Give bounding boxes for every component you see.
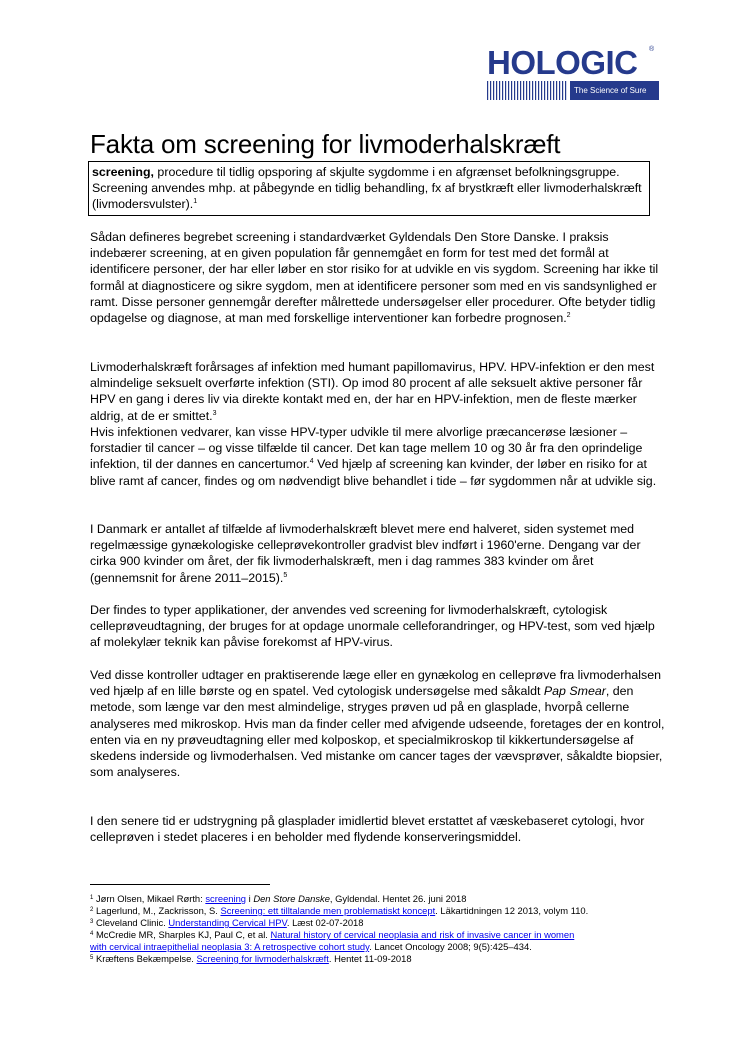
paragraph-text: Sådan defineres begrebet screening i standardværket Gyldendals Den Store Danske. I praksis indebærer screening, at en given population får gennemgået en form for test med det formål at identificere personer, der har eller løber en stor risiko for at udvikle en vis sygdom. Screening har ikke til formål at diagnosticere og sikre sygdom, men at identificere personer som med en vis sandsynlighed er ramt. Disse personer gennemgår derefter målrettede undersøgelser eller procedurer. Ofte betyder tidlig opdagelse og diagnose, at man med forskellige interventioner kan forbedre prognosen. — [90, 230, 659, 326]
footnote-5 — [90, 953, 670, 964]
footnote-text: Cleveland Clinic. — [93, 917, 169, 928]
footnote-number: 3 — [90, 919, 94, 925]
paragraph-text: Ved hjælp af screening kan kvinder, der løber en risiko for at blive ramt af cancer, findes og om nødvendigt blive behandlet i tide – før sygdommen når at udvikle sig. — [90, 457, 657, 488]
paragraph-hpv — [90, 359, 665, 424]
paragraph-text: I den senere tid er udstrygning på glasplader imidlertid blevet erstattet af væskebaseret cytologi, hvor celleprøven i stedet placeres i en beholder med flydende konserveringsmiddel. — [90, 814, 645, 845]
footnote-text: . Læst 02-07-2018 — [286, 917, 364, 928]
footnote-number: 4 — [90, 931, 94, 937]
logo-registered-mark: ® — [649, 46, 655, 53]
paragraph-applications — [90, 602, 665, 651]
footnote-text: . Hentet 11-09-2018 — [328, 953, 412, 964]
paragraph-text: Ved disse kontroller udtager en praktiserende læge eller en gynækolog en celleprøve fra livmoderhalsen ved hjælp af en lille børste og en spatel. Ved cytologisk undersøgelse med såkaldt — [90, 668, 661, 699]
definition-box — [88, 161, 650, 216]
logo-wordmark: HOLOGIC — [487, 44, 638, 81]
footnote-text: i — [246, 893, 254, 904]
logo-tagline: The Science of Sure — [574, 86, 647, 95]
footnote-ref: 3 — [212, 409, 217, 417]
footnote-text: Lagerlund, M., Zackrisson, S. — [93, 905, 221, 916]
footnote-ref: 2 — [566, 312, 571, 320]
logo-tagline-box — [570, 81, 659, 100]
paragraph-text: I Danmark er antallet af tilfælde af livmoderhalskræft blevet mere end halveret, siden systemet med regelmæssige gynækologiske celleprøvekontroller gradvist blev indført i 1960'erne. Dengang var der cirka 900 kvinder om året, der fik livmoderhalskræft, men i dag rammes 383 kvinder om året (gennemsnit for årene 2011–2015). — [90, 522, 641, 585]
hologic-logo — [487, 44, 659, 100]
footnote-text: , Gyldendal. Hentet 26. juni 2018 — [329, 893, 467, 904]
page-title: Fakta om screening for livmoderhalskræft — [90, 129, 561, 159]
footnote-link[interactable]: screening — [205, 893, 247, 904]
paragraph-procedure — [90, 667, 665, 780]
footnote-link[interactable]: Understanding Cervical HPV — [168, 917, 287, 928]
footnote-text: Jørn Olsen, Mikael Rørth: — [93, 893, 206, 904]
footnote-divider — [90, 884, 270, 885]
footnote-text: . Läkartidningen 12 2013, volym 110. — [435, 905, 589, 916]
footnote-1 — [90, 893, 670, 904]
paragraph-text: Der findes to typer applikationer, der anvendes ved screening for livmoderhalskræft, cytologisk celleprøveudtagning, der bruges for at opdage unormale celleforandringer, og HPV-test, som ved hjælp af molekylær teknik kan påvise forekomst af HPV-virus. — [90, 603, 655, 650]
paragraph-lbc — [90, 813, 665, 845]
footnote-italic: Den Store Danske — [253, 893, 330, 904]
logo-barcode-icon — [487, 81, 567, 100]
footnote-ref: 1 — [193, 198, 198, 206]
footnote-3 — [90, 917, 670, 928]
paragraph-progression — [90, 424, 665, 489]
footnote-text: . Lancet Oncology 2008; 9(5):425–434. — [369, 941, 532, 952]
paragraph-italic: Pap Smear — [543, 684, 606, 699]
footnote-link[interactable]: with cervical intraepithelial neoplasia 3: A retrospective cohort study — [90, 941, 370, 952]
definition-text: procedure til tidlig opsporing af skjulte sygdomme i en afgrænset befolkningsgruppe. Screening anvendes mhp. at påbegynde en tidlig behandling, fx af brystkræft eller livmoderhalskræft (livmodersvulster). — [92, 165, 642, 212]
footnote-link[interactable]: Screening for livmoderhalskræft — [196, 953, 329, 964]
paragraph-text: , den metode, som længe var den mest almindelige, stryges prøven ud på en glasplade, hvorpå cellerne analyseres med mikroskop. Hvis man da finder celler med afvigende udseende, foretages der en kontrol, enten via en ny prøveudtagning eller med kolposkop, et specialmikroskop til kikkertundersøgelse af skedens inderside og livmoderhalsen. Ved mistanke om cancer tages der vævsprøver, såkaldte biopsier, som analyseres. — [90, 684, 665, 780]
footnote-text: Kræftens Bekæmpelse. — [93, 953, 197, 964]
paragraph-text: Livmoderhalskræft forårsages af infektion med humant papillomavirus, HPV. HPV-infektion er den mest almindelige seksuelt overførte infektion (STI). Op imod 80 procent af alle seksuelt aktive personer får HPV en gang i deres liv via direkte kontakt med en, der har en HPV-infektion, men de fleste mærker aldrig, at de er smittet. — [90, 360, 655, 423]
footnote-number: 5 — [90, 955, 94, 961]
paragraph-denmark — [90, 521, 665, 586]
definition-term: screening, — [92, 165, 154, 179]
footnote-4 — [90, 929, 670, 940]
footnote-link[interactable]: Natural history of cervical neoplasia and risk of invasive cancer in women — [270, 929, 575, 940]
footnote-number: 2 — [90, 907, 94, 913]
footnote-number: 1 — [90, 895, 94, 901]
paragraph-definition — [90, 229, 665, 326]
footnote-text: McCredie MR, Sharples KJ, Paul C, et al. — [93, 929, 271, 940]
footnote-ref: 4 — [309, 458, 314, 466]
footnote-2 — [90, 905, 670, 916]
footnote-ref: 5 — [283, 571, 288, 579]
footnote-4-continued — [90, 941, 670, 952]
paragraph-text: Hvis infektionen vedvarer, kan visse HPV-typer udvikle til mere alvorlige præcancerøse læsioner – forstadier til cancer – og visse tilfælde til cancer. Det kan tage mellem 10 og 30 år fra den oprindelige infektion, til der dannes en cancertumor. — [90, 425, 643, 472]
footnote-link[interactable]: Screening: ett tilltalande men problematiskt koncept — [220, 905, 436, 916]
